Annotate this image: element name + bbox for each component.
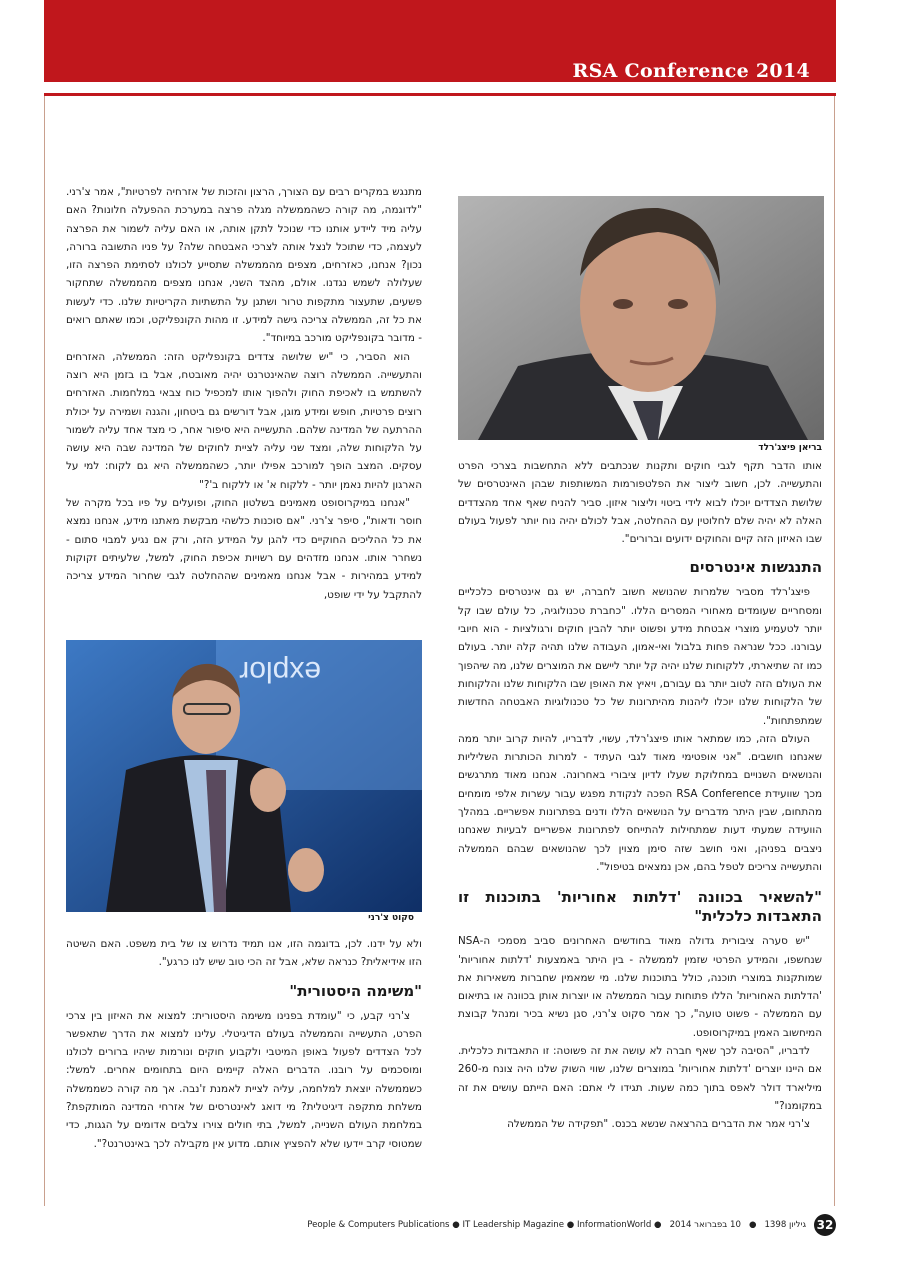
footer-issue: גיליון 1398 — [764, 1220, 806, 1230]
left-paragraph: הוא הסביר, כי "יש שלושה צדדים בקונפליקט הזה: הממשלה, האזרחים והתעשייה. הממשלה רוצה שהאינטרנט יהיה מאובטח, אבל בו בזמן היא רוצה להשתמש בו לאכיפת החוק ולהפוך אותו למכפיל כוח צבאי במלחמות. האזרחים רוצים פרטיות, חופש ומידע מוגן, אבל דורשים גם ביטחון, והגנה ושמירה על יכולת ההרתעה של המדינה שלהם. התעשייה היא סיפור אחר, כי מצד אחד עליה לשמור על הלקוחות שלה, ומצד שני עליה לציית לחוקים של המדינה שבה היא עושה עסקים. המצב הופך למורכב אפילו יותר, כשהממשלה היא גם לקוח: למי על הארגון להיות נאמן יותר - ללקוח א' או ללקוח ב'?" — [66, 350, 422, 491]
left-column-bottom — [66, 935, 422, 1153]
footer-publications: People & Computers Publications ● IT Leadership Magazine ● InformationWorld ● — [307, 1220, 662, 1230]
photo-caption-top: בריאן פיצג'רלד — [758, 443, 822, 453]
heading-backdoors: "להשאיר בכוונה 'דלתות אחוריות' בתוכנות זו התאבדות כלכלית" — [458, 888, 822, 926]
speaker-illustration — [66, 640, 422, 912]
portrait-illustration — [458, 196, 824, 440]
conference-title: RSA Conference 2014 — [572, 60, 810, 82]
heading-interest-clash: התנגשות אינטרסים — [689, 558, 822, 577]
heading-historic-mission: "משימה היסטורית" — [289, 981, 422, 1000]
right-section2-paragraph: צ'רני אמר את הדברים בהרצאה שנשא בכנס. "תפקידה של הממשלה — [507, 1118, 810, 1131]
footer-separator: ● — [748, 1220, 757, 1230]
left-bottom-paragraph: צ'רני קבע, כי "עומדת בפנינו משימה היסטורית: למצוא את האיזון בין צרכי הפרט, התעשייה והממשלה בעולם הדיגיטלי. עלינו למצוא את הדרך שתאפשר לכל הצדדים לפעול באופן המיטבי ולקבוע חוקים ונורמות שיהיו ברורים לכולנו ומוסכמים על רובנו. הדברים האלה קיימים היום בתחומים אחרים. למשל: כשממשלה יוצאת למלחמה, עליה לציית לאמנת ז'נבה. אך מה קורה כשממשלה משלחת מתקפה דיגיטלית? מי דואג לאינטרסים של אזרחי המדינה המותקפת? במלחמת העולם השנייה, למשל, בתי חולים צוירו צלבים אדומים על הגגות, כדי שמטוסי קרב יידעו שלא להפציץ אותם. מדוע אין מקבילה לכך באינטרנט?". — [66, 1009, 422, 1150]
right-intro-paragraph: אותו הדבר תקף לגבי חוקים ותקנות שנכתבים ללא התחשבות בצרכי הפרט והתעשייה. לכן, חשוב ליצור את הפלטפורמות המשותפות שבהן האינטרסים של שלושת הצדדים יוכלו לבוא לידי ביטוי וליצור איזון. סביר להניח שאף אחד מהצדדים האלה לא יהיה שלם לחלוטין עם ההחלטה, אבל לכולם יהיה נוח יותר לפעול בעולם שבו האיזון הזה קיים והחוקים ידועים וברורים". — [458, 460, 822, 546]
photo-scott-charney — [66, 640, 422, 912]
footer — [307, 1213, 836, 1237]
right-section1-paragraph: העולם הזה, כמו שמתאר אותו פיצג'רלד, עשוי, לדבריו, להיות קרוב יותר ממה שאנחנו חושבים. "אני אופטימי מאוד לגבי העתיד - למרות הכותרות השליליות והנושאים השנויים במחלוקת שעלו לדיון ציבורי באחרונה. אנחנו מאוד מתרגשים מכך שוועידת RSA Conference הפכה לנקודת מפגש עבור עשרות אלפי מומחים מהתחום, שבין היתר מדברים על הנושאים הללו ודנים בפתרונות אפשריים. במהלך הוועידה שמעתי דעות שמתחילות להתייחס לפתרונות אפשריים לבעיות שאנחנו ניצבים בפניהן, ואני חושב שזה סימן מצוין לכך שהנושאים שבהם הממשלה והתעשייה צריכים לטפל בהם, אכן נמצאים בטיפול". — [458, 732, 823, 873]
page-number: 32 — [814, 1214, 836, 1236]
right-column — [458, 457, 822, 1134]
right-section2-paragraph: לדבריו, "הסיבה לכך שאף חברה לא עושה את זה פשוטה: זו התאבדות כלכלית. אם היינו יוצרים 'דלתות אחוריות' במוצרים שלנו, שווי השוק שלנו היה צונח מ-260 מיליארד דולר לאפס בתוך כמה שעות. תגידו לי אתם: האם הייתם עושים את זה במקומנו?" — [458, 1045, 822, 1112]
left-column-top — [66, 183, 422, 604]
right-section1-paragraph: פיצג'רלד מסביר שלמרות שהנושא חשוב לחברה, יש גם אינטרסים כלכליים ומסחריים שעומדים מאחורי המסרים הללו. "כחברת טכנולוגיה, כל עולם שבו קל יותר לטעמיע מוצרי אבטחת מידע ופשוט יותר להבין חוקים ורגולציות - הוא חיובי עבורנו. ככל שנראה פחות בלבול ואי-אמון, העבודה שלנו תהיה קלה יותר. בעולם כמו זה שתיארתי, ללקוחות שלנו יהיה קל יותר ליישם את המוצרים שלנו, מה שיהפוך את העולם הזה לטוב יותר גם עבורם, ויאיץ את האופן שבו הלקוחות שלנו והלקוחות של הלקוחות שלנו יוכלו ליהנות מהיתרונות של כל טכנולוגיות האבטחה החדשות שמתפתחות". — [458, 586, 822, 727]
screen-text: explor — [239, 655, 321, 688]
header-rule — [44, 82, 836, 96]
right-section2-paragraph: "יש סערה ציבורית גדולה מאוד בחודשים האחרונים סביב מסמכי ה-NSA שנחשפו, והמידע הפרטי שזמין לממשלה - בין היתר באמצעות 'דלתות אחוריות' שמותקנות במוצרי תוכנה, כולל בתוכנות שלנו. מי שמאמין שחברות משאירות את 'הדלתות האחוריות' הללו פתוחות עבור הממשלה או יוצרות אותן בכוונה או בתיאום עם הממשלה - פשוט טועה", כך אמר סקוט צ'רני, סגן נשיא בכיר ומנהל קבוצת המיחשוב האמין במיקרוסופט. — [458, 935, 822, 1039]
left-bottom-intro: ולא על ידנו. לכן, בדוגמה הזו, אנו תמיד נדרוש צו של בית משפט. האם השיטה הזו אידיאלית? כנראה שלא, אבל זה הכי טוב שיש לנו כרגע". — [66, 938, 422, 969]
photo-caption-bottom: סקוט צ'רני — [368, 913, 414, 923]
footer-date: 10 בפברואר 2014 — [669, 1220, 741, 1230]
left-paragraph: מתנגש במקרים רבים עם הצורך, הרצון והזכות של אזרחיה לפרטיות", אמר צ'רני. "לדוגמה, מה קורה כשהממשלה מגלה פרצה במערכת ההפעלה חלונות? האם עליה מיד ליידע אותנו כדי שנוכל לתקן אותה, או האם עליה לשמור את הפרצה לעצמה, כדי שתוכל לנצל אותה לצרכי האבטחה שלה? על פניו התשובה ברורה, נכון? אנחנו, כאזרחים, מצפים מהממשלה שתסייע לכולנו לסתימת הפרצה הזו, שעלולה לשמש נגדנו. אולם, מהצד השני, אנחנו מצפים מהממשלה שתחקור פשעים, שתעצור מתקפות טרור ושתגן על התשתיות הקריטיות שלנו. כדי לעשות את כל זה, הממשלה צריכה גישה למידע. זו מהות הקונפליקט, וכמו שאתם רואים - מדובר בקונפליקט מורכב במיוחד". — [66, 186, 422, 345]
photo-brian-fitzgerald — [458, 196, 824, 440]
left-paragraph: "אנחנו במיקרוסופט מאמינים בשלטון החוק, ופועלים על פיו בכל מקרה של חוסר ודאות", סיפר צ'רני. "אם סוכנות כלשהי מבקשת מאתנו מידע, אנחנו נמצא את כל ההליכים החוקיים כדי להגן על המידע הזה, ורק אם נגיע למבוי סתום - נשחרר אותו. אנחנו מזדהים עם רשויות אכיפת החוק, למשל, שלעיתים זקוקות למידע במהירות - אבל אנחנו מאמינים שההחלטה לגבי שחרור המידע צריכה להתקבל על ידי שופט, — [66, 497, 422, 601]
